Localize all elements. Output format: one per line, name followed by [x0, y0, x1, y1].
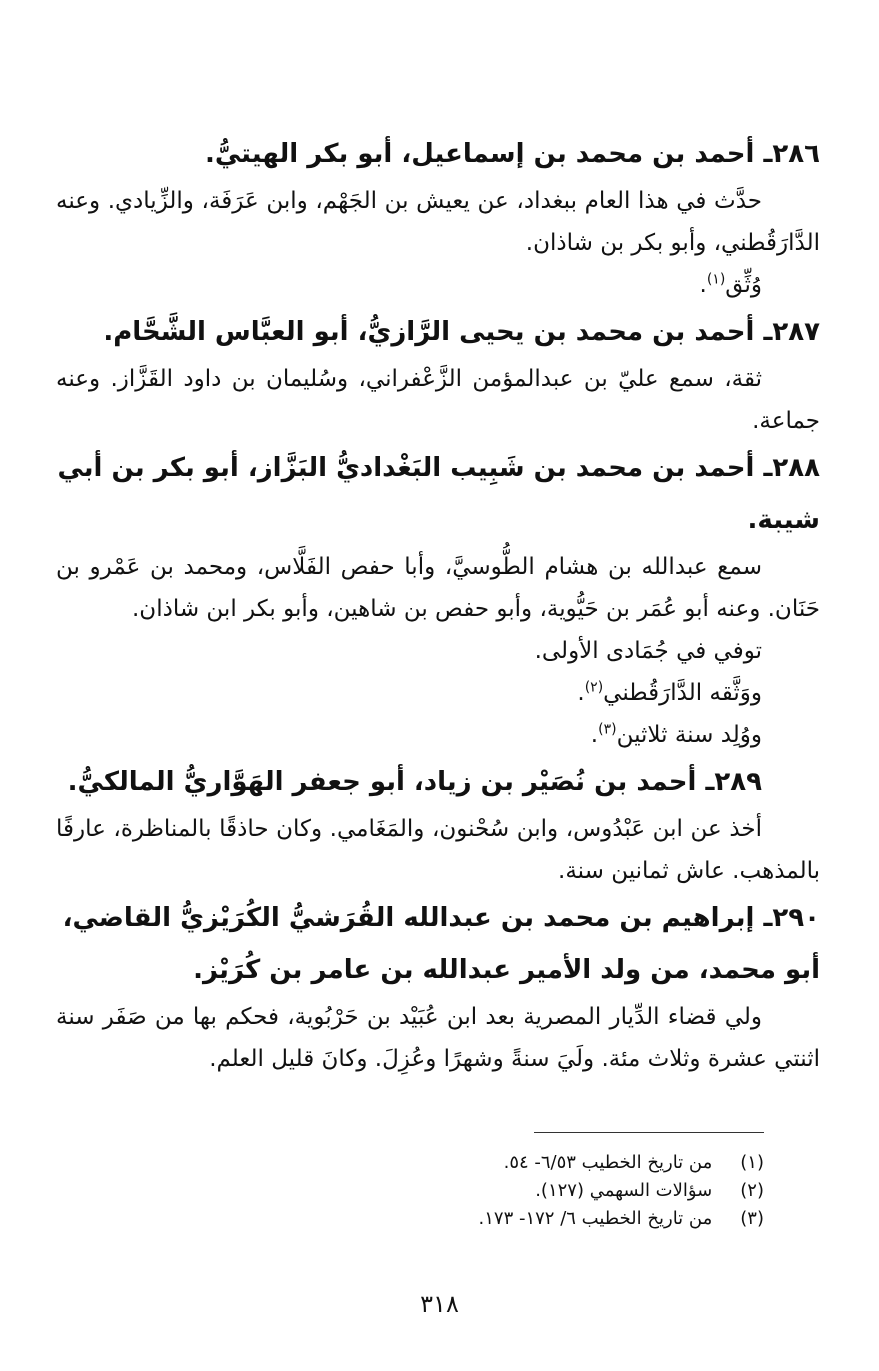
footnote-text: سؤالات السهمي (١٢٧).: [535, 1180, 713, 1201]
entry-short-line: [56, 630, 820, 672]
entry-text: وُثِّق: [725, 272, 762, 298]
footnote-number: (١): [740, 1152, 764, 1173]
entry-heading-289: [56, 756, 820, 808]
entry-title: أحمد بن نُصَيْر بن زياد، أبو جعفر الهَوَّاريُّ المالكيُّ.: [67, 767, 697, 797]
entry-short-line: ووَثَّقه الدَّارَقُطني$^{(٢)}$.: [577, 679, 762, 706]
entry-paragraph: وُثِّق$^{(١)}$.: [699, 271, 762, 298]
page-number: ٣١٨: [420, 1290, 459, 1318]
entry-paragraph: سمع عبدالله بن هشام الطُّوسيَّ، وأبا حفص الفَلَّاس، ومحمد بن عَمْرو بن حَنَان. وعنه أبو عُمَر بن حَيُّوية، وأبو حفص بن شاهين، وأبو بكر ابن شاذان.: [56, 554, 820, 622]
footnote-2: [116, 1177, 764, 1205]
footnote-3: [116, 1205, 764, 1233]
footnote-ref: (١): [706, 271, 726, 288]
footnotes: [116, 1132, 764, 1233]
entry-title: أحمد بن محمد بن يحيى الرَّازيُّ، أبو العبَّاس الشَّحَّام.: [103, 317, 755, 347]
entry-paragraph: ولي قضاء الدِّيار المصرية بعد ابن عُبَيْد بن حَرْبُوية، فحكم بها من صَفَر سنة اثنتي عشرة وثلاث مئة. ولَيَ سنةً وشهرًا وعُزِلَ. وكانَ قليل العلم.: [56, 1004, 820, 1072]
entry-number: ٢٨٧ـ: [763, 317, 820, 347]
footnote-1: [116, 1149, 764, 1177]
footnote-number: (٣): [740, 1208, 764, 1229]
entry-short-line: ووُلِد سنة ثلاثين$^{(٣)}$.: [590, 721, 762, 748]
footnote-text: من تاريخ الخطيب ٦/ ١٧٢- ١٧٣.: [478, 1208, 713, 1229]
entry-text: ووَثَّقه الدَّارَقُطني: [603, 680, 762, 706]
entry-text: توفي في جُمَادى الأولى.: [534, 638, 762, 664]
entry-number: ٢٨٩ـ: [705, 767, 762, 797]
entry-paragraph: حدَّث في هذا العام ببغداد، عن يعيش بن الجَهْم، وابن عَرَفَة، والزِّيادي. وعنه الدَّارَقُطني، وأبو بكر بن شاذان.: [56, 188, 820, 256]
entry-paragraph: أخذ عن ابن عَبْدُوس، وابن سُحْنون، والمَغَامي. وكان حاذقًا بالمناظرة، عارفًا بالمذهب. عاش ثمانين سنة.: [56, 816, 820, 884]
entry-heading-288: [56, 442, 820, 546]
entry-number: ٢٨٦ـ: [763, 139, 820, 169]
entry-title: إبراهيم بن محمد بن عبدالله القُرَشيُّ الكُرَيْزيُّ القاضي، أبو محمد، من ولد الأمير عبدالله بن عامر بن كُرَيْز.: [62, 903, 820, 985]
main-text: [56, 128, 820, 1080]
entry-paragraph: ثقة، سمع عليّ بن عبدالمؤمن الزَّعْفراني، وسُليمان بن داود القَزَّاز. وعنه جماعة.: [56, 366, 820, 434]
entry-number: ٢٩٠ـ: [763, 903, 820, 933]
entry-number: ٢٨٨ـ: [763, 453, 820, 483]
footnote-ref: (٢): [584, 679, 604, 696]
entry-text: ووُلِد سنة ثلاثين: [616, 722, 762, 748]
footnote-ref: (٣): [598, 721, 617, 738]
entry-heading-287: [56, 306, 820, 358]
entry-heading-286: [56, 128, 820, 180]
entry-heading-290: [56, 892, 820, 996]
footnote-divider: [534, 1132, 764, 1133]
entry-title: أحمد بن محمد بن شَبِيب البَغْداديُّ البَزَّاز، أبو بكر بن أبي شيبة.: [57, 453, 820, 535]
entry-title: أحمد بن محمد بن إسماعيل، أبو بكر الهيتيُّ.: [204, 139, 755, 169]
footnote-text: من تاريخ الخطيب ٦/٥٣- ٥٤.: [503, 1152, 713, 1173]
footnote-number: (٢): [740, 1180, 764, 1201]
